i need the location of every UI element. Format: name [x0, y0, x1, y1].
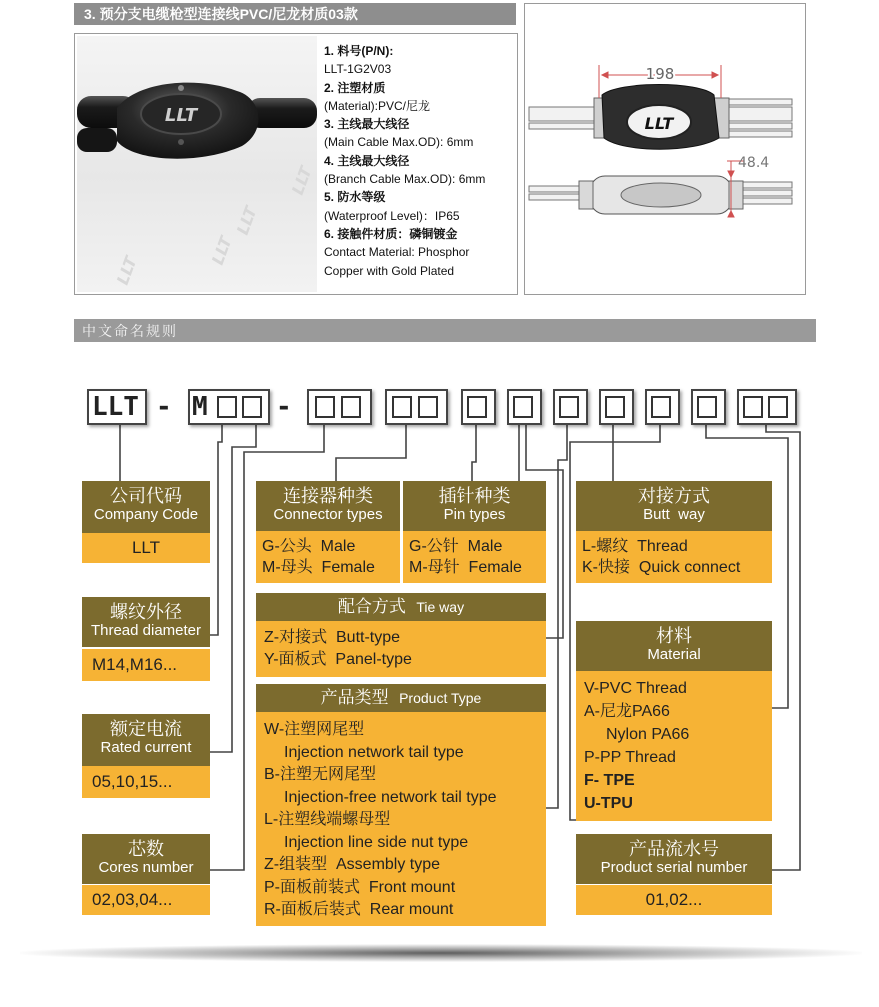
current-en: Rated current [100, 739, 192, 756]
product-body [256, 712, 546, 926]
material-line-2: A-尼龙PA66 [584, 703, 670, 720]
company-code-zh: 公司代码 [110, 486, 182, 506]
code-m: M [192, 392, 208, 422]
butt-header [576, 481, 772, 531]
company-code-value-text: LLT [131, 538, 161, 557]
cores-en: Cores number [98, 859, 194, 876]
material-en: Material [647, 646, 701, 663]
material-line-3: Nylon PA66 [606, 726, 690, 743]
code-slot [768, 396, 788, 418]
spec-value: (Waterproof Level)：IP65 [324, 208, 460, 223]
material-line-5: F- TPE [584, 772, 635, 789]
serial-en: Product serial number [600, 859, 748, 876]
company-code-header [82, 481, 210, 533]
product-en: Product Type [399, 690, 482, 706]
cores-zh: 芯数 [128, 839, 164, 859]
material-line-4: P-PP Thread [584, 749, 676, 766]
thread-value [82, 649, 210, 681]
pin-en: Pin types [443, 506, 506, 523]
tie-line-1: Z-对接式 Butt-type [264, 629, 401, 646]
product-line-2: Injection network tail type [284, 743, 464, 761]
code-slot [605, 396, 625, 418]
watermark-3: LLT [207, 233, 236, 268]
code-slot [315, 396, 335, 418]
company-code-en: Company Code [93, 506, 199, 523]
material-header [576, 621, 772, 671]
spec-heading: 2. 注塑材质 [324, 80, 386, 95]
dimension-diameter: 48.4 [738, 155, 770, 171]
butt-zh: 对接方式 [638, 486, 710, 506]
butt-line-1: L-螺纹 Thread [582, 538, 688, 555]
tie-line-2: Y-面板式 Panel-type [264, 651, 412, 668]
drawing-logo: LLT [644, 114, 674, 133]
material-line-1: V-PVC Thread [584, 680, 687, 697]
code-slot [559, 396, 579, 418]
spec-value: (Main Cable Max.OD): 6mm [324, 135, 474, 150]
product-line-7: Z-组装型 Assembly type [264, 856, 441, 873]
tie-header [256, 593, 546, 621]
code-slot [217, 396, 237, 418]
serial-header [576, 834, 772, 884]
cores-header [82, 834, 210, 884]
watermark-5: LLT [287, 163, 316, 198]
product-header [256, 684, 546, 712]
tie-en: Tie way [416, 599, 465, 615]
pin-header [403, 481, 546, 531]
material-body [576, 671, 772, 821]
code-slot [697, 396, 717, 418]
watermark-2: LLT [232, 203, 261, 238]
butt-en: Butt way [643, 506, 705, 523]
code-slot [341, 396, 361, 418]
butt-line-2: K-快接 Quick connect [582, 559, 741, 576]
material-zh: 材料 [656, 626, 692, 646]
bottom-shadow-divider [20, 944, 862, 962]
pin-body [403, 531, 546, 583]
code-dash-1: - [156, 392, 172, 422]
photo-logo: LLT [164, 105, 198, 126]
code-slot [743, 396, 763, 418]
serial-value-text: 01,02... [645, 890, 703, 909]
current-value-text: 05,10,15... [92, 772, 173, 791]
product-line-4: Injection-free network tail type [284, 788, 497, 806]
naming-rule-title: 中文命名规则 [82, 323, 178, 339]
current-value [82, 766, 210, 798]
dimension-length: 198 [645, 65, 675, 83]
code-slot [242, 396, 262, 418]
spec-heading: 4. 主线最大线径 [324, 153, 410, 168]
spec-heading: 5. 防水等级 [324, 190, 386, 205]
cores-value-text: 02,03,04... [92, 890, 173, 909]
connector-line-1: G-公头 Male [262, 538, 356, 555]
watermark-4: LLT [112, 253, 141, 288]
section-title: 3. 预分支电缆枪型连接线PVC/尼龙材质03款 [84, 6, 358, 22]
code-dash-2: - [276, 392, 292, 422]
pin-zh: 插针种类 [438, 486, 511, 506]
company-code-value [82, 533, 210, 563]
butt-body [576, 531, 772, 583]
current-header [82, 714, 210, 766]
spec-value: Copper with Gold Plated [324, 263, 455, 278]
code-slot [392, 396, 412, 418]
thread-value-text: M14,M16... [92, 655, 178, 674]
pin-line-1: G-公针 Male [409, 538, 503, 555]
code-slot [467, 396, 487, 418]
code-slot [418, 396, 438, 418]
code-slot [513, 396, 533, 418]
spec-heading: 1. 料号(P/N): [324, 44, 394, 58]
connector-zh: 连接器种类 [283, 486, 373, 506]
spec-value: LLT-1G2V03 [324, 62, 392, 77]
product-line-5: L-注塑线端螺母型 [264, 811, 391, 828]
connector-en: Connector types [273, 506, 383, 523]
spec-value: Contact Material: Phosphor [324, 245, 470, 260]
thread-header [82, 597, 210, 647]
code-llt: LLT [92, 392, 139, 422]
thread-zh: 螺纹外径 [110, 602, 182, 622]
pin-line-2: M-母针 Female [409, 559, 522, 576]
product-line-9: R-面板后装式 Rear mount [264, 901, 454, 918]
product-zh: 产品类型 [320, 688, 389, 707]
serial-zh: 产品流水号 [629, 839, 719, 859]
product-line-1: W-注塑网尾型 [264, 721, 365, 738]
connector-line-2: M-母头 Female [262, 559, 375, 576]
spec-heading: 3. 主线最大线径 [324, 117, 410, 132]
spec-value: (Material):PVC/尼龙 [324, 98, 431, 113]
product-line-6: Injection line side nut type [284, 833, 469, 851]
serial-value [576, 885, 772, 915]
cores-value [82, 885, 210, 915]
thread-en: Thread diameter [90, 622, 202, 639]
material-line-6: U-TPU [584, 795, 633, 812]
product-line-8: P-面板前装式 Front mount [264, 878, 456, 896]
spec-heading: 6. 接触件材质：磷铜镀金 [324, 226, 458, 241]
connector-body [256, 531, 400, 583]
tie-body [256, 621, 546, 677]
product-line-3: B-注塑无网尾型 [264, 766, 377, 783]
code-slot [651, 396, 671, 418]
tie-zh: 配合方式 [337, 597, 406, 616]
current-zh: 额定电流 [110, 719, 182, 739]
connector-header [256, 481, 400, 531]
spec-value: (Branch Cable Max.OD): 6mm [324, 172, 486, 187]
